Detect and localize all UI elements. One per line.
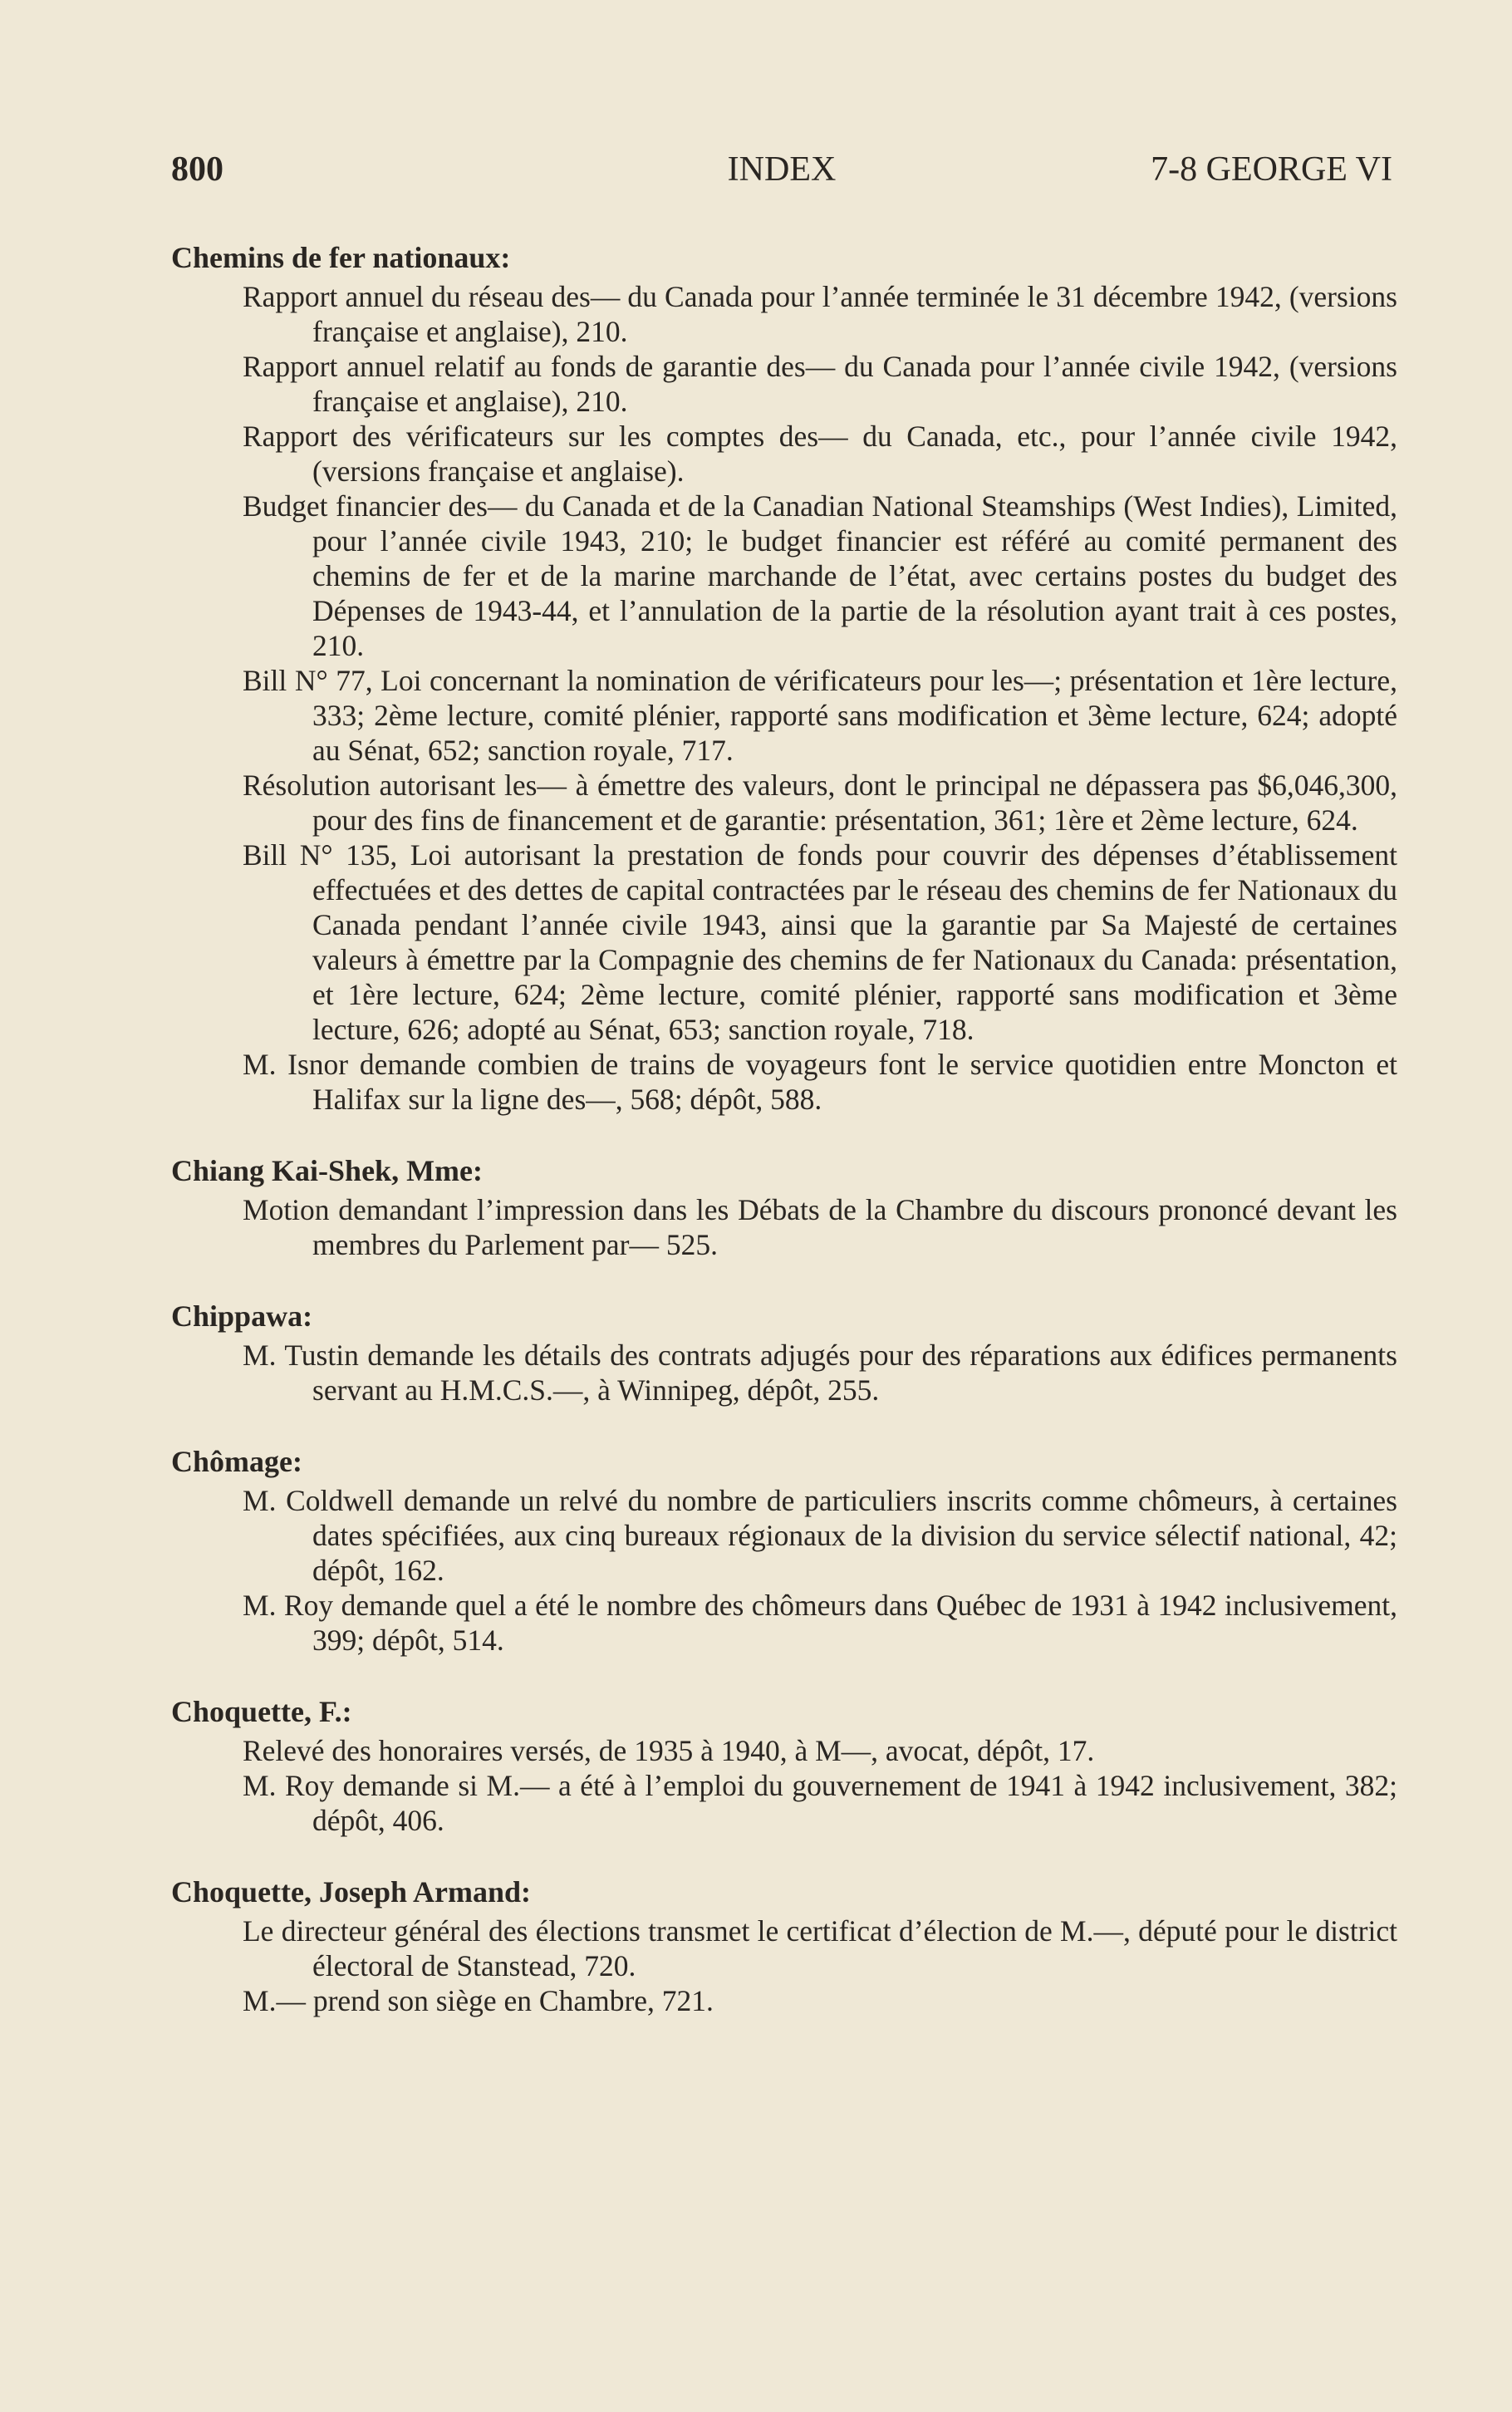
reign-label: 7-8 GEORGE VI	[1151, 150, 1392, 189]
index-entry: Rapport des vérificateurs sur les comptes des— du Canada, etc., pour l’année civile 1942, (versions française et anglaise).	[243, 420, 1397, 488]
index-entry: Rapport annuel du réseau des— du Canada pour l’année terminée le 31 décembre 1942, (versions française et anglaise), 210.	[243, 280, 1397, 348]
index-entry: M.— prend son siège en Chambre, 721.	[243, 1984, 714, 2017]
index-entry: M. Tustin demande les détails des contrats adjugés pour des réparations aux édifices permanents servant au H.M.C.S.—, à Winnipeg, dépôt, 255.	[243, 1339, 1397, 1407]
index-section	[171, 1443, 1397, 1658]
index-section	[171, 1693, 1397, 1838]
section-heading: Choquette, Joseph Armand:	[171, 1875, 532, 1908]
index-entry: Motion demandant l’impression dans les Débats de la Chambre du discours prononcé devant les membres du Parlement par— 525.	[243, 1193, 1397, 1261]
index-entry: M. Isnor demande combien de trains de voyageurs font le service quotidien entre Moncton et Halifax sur la ligne des—, 568; dépôt, 588.	[243, 1048, 1397, 1116]
section-heading: Chiang Kai-Shek, Mme:	[171, 1154, 484, 1187]
index-section	[171, 1874, 1397, 2018]
index-entry: Résolution autorisant les— à émettre des valeurs, dont le principal ne dépassera pas $6,046,300, pour des fins de financement et de garantie: présentation, 361; 1ère et 2ème lecture, 624.	[243, 769, 1397, 837]
section-heading: Chômage:	[171, 1445, 302, 1478]
index-content	[171, 239, 1397, 2054]
index-entry: Relevé des honoraires versés, de 1935 à 1940, à M—, avocat, dépôt, 17.	[243, 1734, 1095, 1767]
page-number: 800	[171, 150, 223, 189]
index-entry: M. Coldwell demande un relvé du nombre de particuliers inscrits comme chômeurs, à certaines dates spécifiées, aux cinq bureaux régionaux de la division du service sélectif national, 42; dépôt, 162.	[243, 1484, 1397, 1587]
section-heading: Choquette, F.:	[171, 1695, 352, 1728]
index-entry: Rapport annuel relatif au fonds de garantie des— du Canada pour l’année civile 1942, (versions française et anglaise), 210.	[243, 350, 1397, 418]
index-section	[171, 1152, 1397, 1262]
index-entry: Budget financier des— du Canada et de la Canadian National Steamships (West Indies), Limited, pour l’année civile 1943, 210; le budget financier est référé au comité permanent des chemins de fer et de la marine marchande de l’état, avec certains postes du budget des Dépenses de 1943-44, et l’annulation de la partie de la résolution ayant trait à ces postes, 210.	[243, 489, 1397, 662]
running-header	[171, 148, 1392, 191]
section-heading: Chemins de fer nationaux:	[171, 241, 511, 274]
index-section	[171, 239, 1397, 1117]
index-entry: M. Roy demande si M.— a été à l’emploi du gouvernement de 1941 à 1942 inclusivement, 382; dépôt, 406.	[243, 1769, 1397, 1837]
section-heading: Chippawa:	[171, 1299, 313, 1333]
index-entry: Bill N° 77, Loi concernant la nomination de vérificateurs pour les—; présentation et 1ère lecture, 333; 2ème lecture, comité plénier, rapporté sans modification et 3ème lecture, 624; adopté au Sénat, 652; sanction royale, 717.	[243, 664, 1397, 767]
page-title: INDEX	[727, 150, 837, 189]
index-entry: Le directeur général des élections transmet le certificat d’élection de M.—, député pour le district électoral de Stanstead, 720.	[243, 1914, 1397, 1982]
index-entry: Bill N° 135, Loi autorisant la prestation de fonds pour couvrir des dépenses d’établissement effectuées et des dettes de capital contractées par le réseau des chemins de fer Nationaux du Canada pendant l’année civile 1943, ainsi que la garantie par Sa Majesté de certaines valeurs à émettre par la Compagnie des chemins de fer Nationaux du Canada: présentation, et 1ère lecture, 624; 2ème lecture, comité plénier, rapporté sans modification et 3ème lecture, 626; adopté au Sénat, 653; sanction royale, 718.	[243, 838, 1397, 1046]
index-entry: M. Roy demande quel a été le nombre des chômeurs dans Québec de 1931 à 1942 inclusivement, 399; dépôt, 514.	[243, 1589, 1397, 1657]
index-section	[171, 1298, 1397, 1407]
